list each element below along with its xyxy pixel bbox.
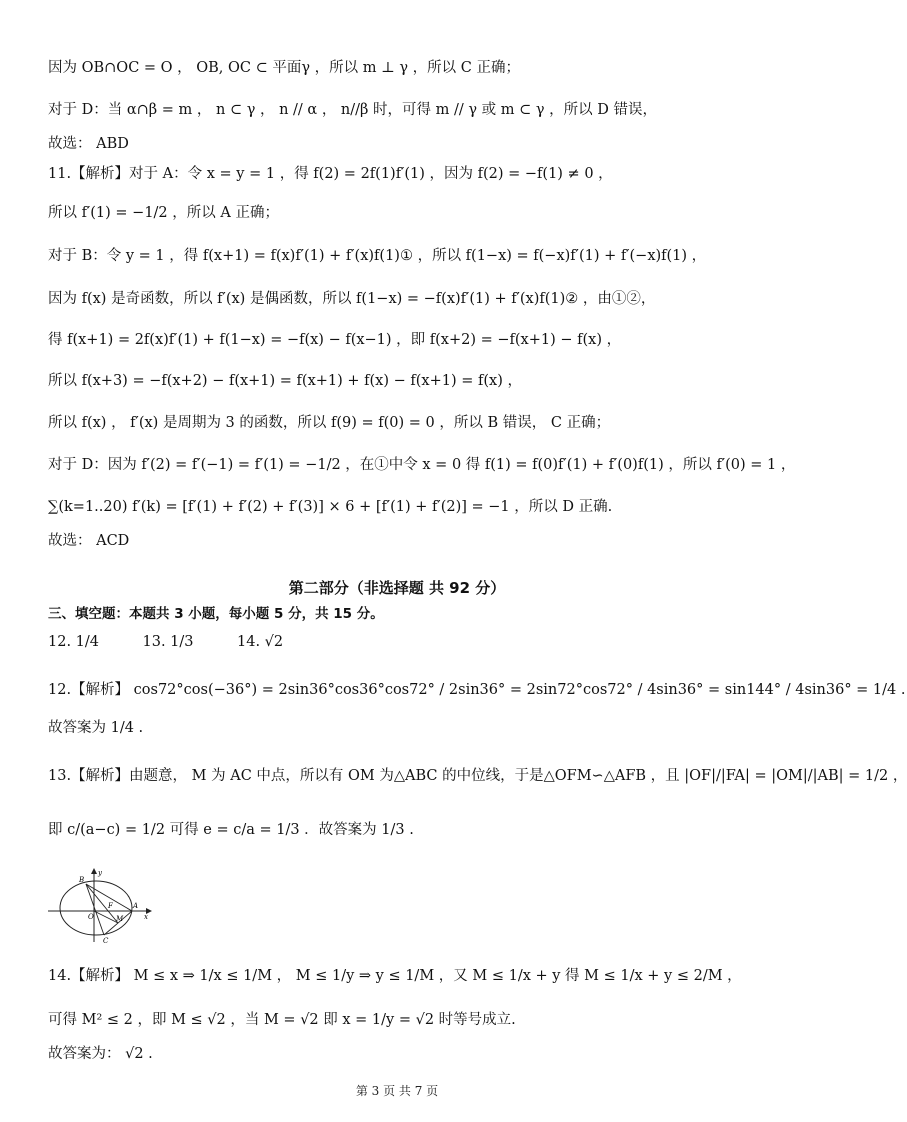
prev-answer: 故选： ABD xyxy=(48,136,129,152)
label-b: B xyxy=(79,876,85,884)
q11-d-line1: 对于 D：因为 f′(2) = f′(−1) = f′(1) = −1/2 ，在①中令 x = 0 得 f(1) = f(0)f′(1) + f′(0)f(1) ，所以 f′(0) = 1 ， xyxy=(48,457,796,473)
segment-bc xyxy=(86,884,104,935)
label-o: O xyxy=(88,913,94,921)
q13-solution-line1: 13.【解析】由题意， M 为 AC 中点，所以有 OM 为△ABC 的中位线，于是△OFM∽△AFB ，且 |OF|/|FA| = |OM|/|AB| = 1/2 ， xyxy=(48,768,907,784)
prev-solution-c: 因为 OB∩OC = O ， OB, OC ⊂ 平面γ ，所以 m ⊥ γ ，所以 C 正确； xyxy=(48,60,520,76)
q11-b-line2: 因为 f(x) 是奇函数，所以 f′(x) 是偶函数，所以 f(1−x) = −f(x)f′(1) + f′(x)f(1)② ，由①②， xyxy=(48,291,656,307)
q13-solution-line2: 即 c/(a−c) = 1/2 可得 e = c/a = 1/3 ．故答案为 1/3 . xyxy=(48,822,414,838)
label-c: C xyxy=(103,937,109,945)
q12-solution: 12.【解析】 cos72°cos(−36°) = 2sin36°cos36°cos72° / 2sin36° = 2sin72°cos72° / 4sin36° = sin144° / 4sin36° = 1/4 . xyxy=(48,682,906,698)
label-x: x xyxy=(144,913,148,921)
fill-blank-heading: 三、填空题：本题共 3 小题，每小题 5 分，共 15 分。 xyxy=(48,606,384,622)
q11-a-conclusion: 所以 f′(1) = −1/2 ，所以 A 正确； xyxy=(48,205,279,221)
q11-d-line2: ∑(k=1..20) f′(k) = [f′(1) + f′(2) + f′(3)] × 6 + [f′(1) + f′(2)] = −1 ，所以 D 正确. xyxy=(48,499,613,515)
y-axis-arrow xyxy=(91,868,97,874)
q11-b-line3: 得 f(x+1) = 2f(x)f′(1) + f(1−x) = −f(x) − f(x−1) ，即 f(x+2) = −f(x+1) − f(x) ， xyxy=(48,332,622,348)
label-m: M xyxy=(116,915,124,923)
section-title: 第二部分（非选择题 共 92 分） xyxy=(288,579,506,597)
q11-answer: 故选： ACD xyxy=(48,533,130,549)
q14-answer: 故答案为： √2 . xyxy=(48,1046,153,1062)
q11-intro: 11.【解析】对于 A：令 x = y = 1 ，得 f(2) = 2f(1)f′(1) ，因为 f(2) = −f(1) ≠ 0 ， xyxy=(48,166,613,182)
label-f: F xyxy=(108,902,113,910)
q14-solution-line2: 可得 M² ≤ 2 ，即 M ≤ √2 ，当 M = √2 即 x = 1/y = √2 时等号成立. xyxy=(48,1012,516,1028)
q12-answer: 故答案为 1/4 . xyxy=(48,720,144,736)
page-footer: 第 3 页 共 7 页 xyxy=(355,1084,439,1098)
q11-b-line4: 所以 f(x+3) = −f(x+2) − f(x+1) = f(x+1) + f(x) − f(x+1) = f(x) ， xyxy=(48,373,522,389)
prev-solution-d: 对于 D：当 α∩β = m ， n ⊂ γ ， n // α ， n//β 时，可得 m // γ 或 m ⊂ γ ，所以 D 错误， xyxy=(48,102,657,118)
label-a: A xyxy=(133,902,139,910)
label-y: y xyxy=(98,869,102,877)
answers-list: 12. 1/4 13. 1/3 14. √2 xyxy=(48,634,284,650)
q11-b-line1: 对于 B：令 y = 1 ，得 f(x+1) = f(x)f′(1) + f′(x)f(1)① ，所以 f(1−x) = f(−x)f′(1) + f′(−x)f(1) ， xyxy=(48,248,707,264)
q11-b-line5: 所以 f(x) ， f′(x) 是周期为 3 的函数，所以 f(9) = f(0) = 0 ，所以 B 错误， C 正确； xyxy=(48,415,611,431)
ellipse-figure xyxy=(46,866,156,946)
ellipse xyxy=(60,881,132,935)
q14-solution-line1: 14.【解析】 M ≤ x ⇒ 1/x ≤ 1/M ， M ≤ 1/y ⇒ y ≤ 1/M ，又 M ≤ 1/x + y 得 M ≤ 1/x + y ≤ 2/M ， xyxy=(48,968,742,984)
